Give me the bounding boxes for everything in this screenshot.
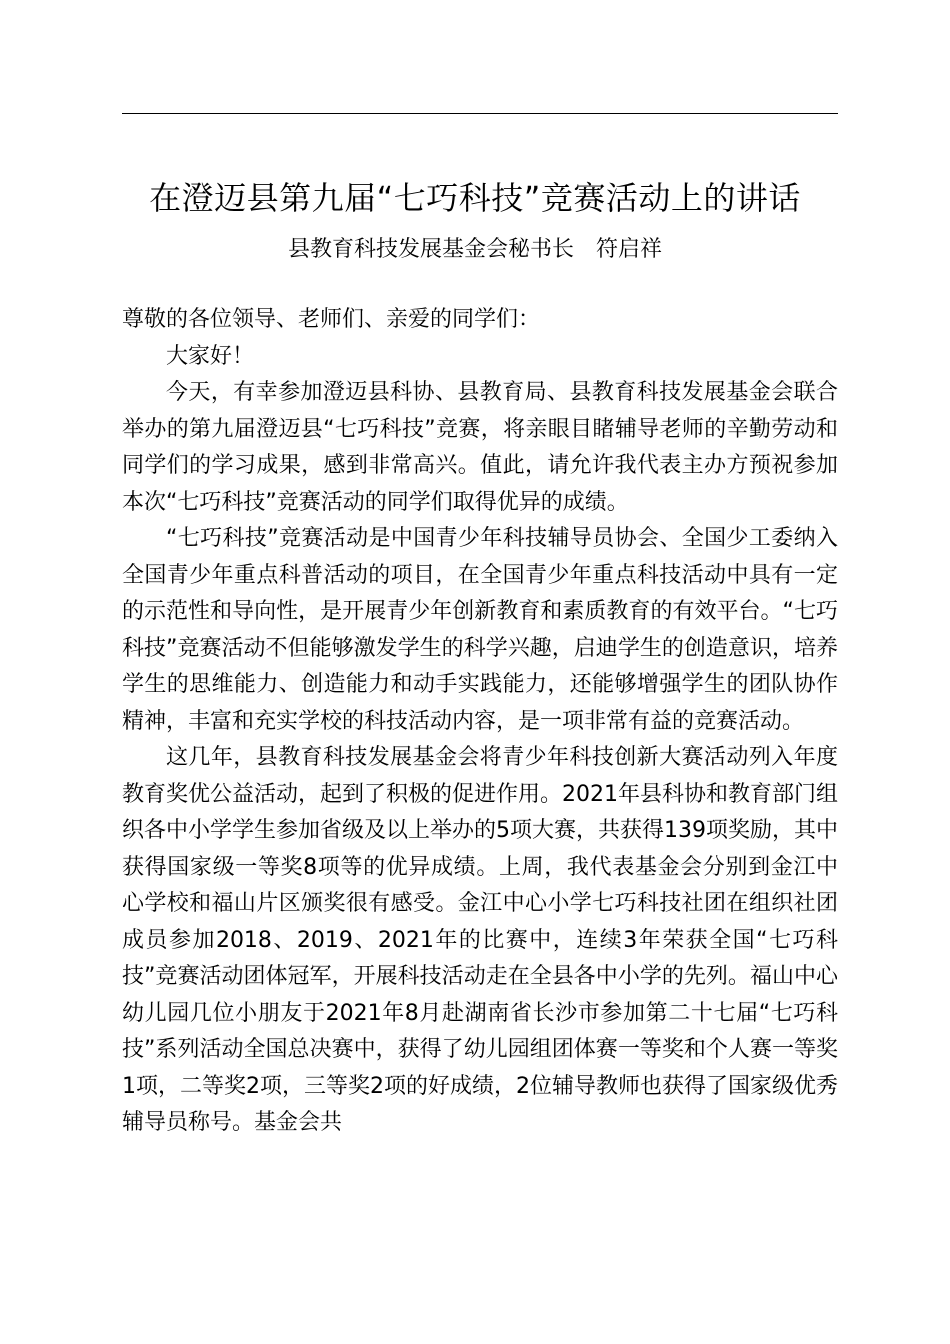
header-rule (122, 113, 838, 114)
paragraph: 今天，有幸参加澄迈县科协、县教育局、县教育科技发展基金会联合举办的第九届澄迈县“七巧科技”竞赛，将亲眼目睹辅导老师的辛勤劳动和同学们的学习成果，感到非常高兴。值此，请允许我代表主办方预祝参加本次“七巧科技”竞赛活动的同学们取得优异的成绩。 (122, 380, 838, 515)
speaker-byline: 县教育科技发展基金会秘书长 符启祥 (287, 237, 662, 262)
paragraph: “七巧科技”竞赛活动是中国青少年科技辅导员协会、全国少工委纳入全国青少年重点科普活动的项目，在全国青少年重点科技活动中具有一定的示范性和导向性，是开展青少年创新教育和素质教育的有效平台。“七巧科技”竞赛活动不但能够激发学生的科学兴趣，启迪学生的创造意识，培养学生的思维能力、创造能力和动手实践能力，还能够增强学生的团队协作精神，丰富和充实学校的科技活动内容，是一项非常有益的竞赛活动。 (122, 526, 838, 734)
salutation: 尊敬的各位领导、老师们、亲爱的同学们： (122, 307, 541, 332)
speech-body (122, 302, 838, 1142)
greeting: 大家好！ (166, 343, 255, 369)
page-title: 在澄迈县第九届“七巧科技”竞赛活动上的讲话 (149, 179, 801, 217)
paragraph: 这几年，县教育科技发展基金会将青少年科技创新大赛活动列入年度教育奖优公益活动，起到了积极的促进作用。2021年县科协和教育部门组织各中小学学生参加省级及以上举办的5项大赛，共获得139项奖励，其中获得国家级一等奖8项等的优异成绩。上周，我代表基金会分别到金江中心学校和福山片区颁奖很有感受。金江中心小学七巧科技社团在组织社团成员参加2018、2019、2021年的比赛中，连续3年荣获全国“七巧科技”竞赛活动团体冠军，开展科技活动走在全县各中小学的先列。福山中心幼儿园几位小朋友于2021年8月赴湖南省长沙市参加第二十七届“七巧科技”系列活动全国总决赛中，获得了幼儿园组团体赛一等奖和个人赛一等奖1项，二等奖2项，三等奖2项的好成绩，2位辅导教师也获得了国家级优秀辅导员称号。基金会共 (122, 745, 838, 1135)
